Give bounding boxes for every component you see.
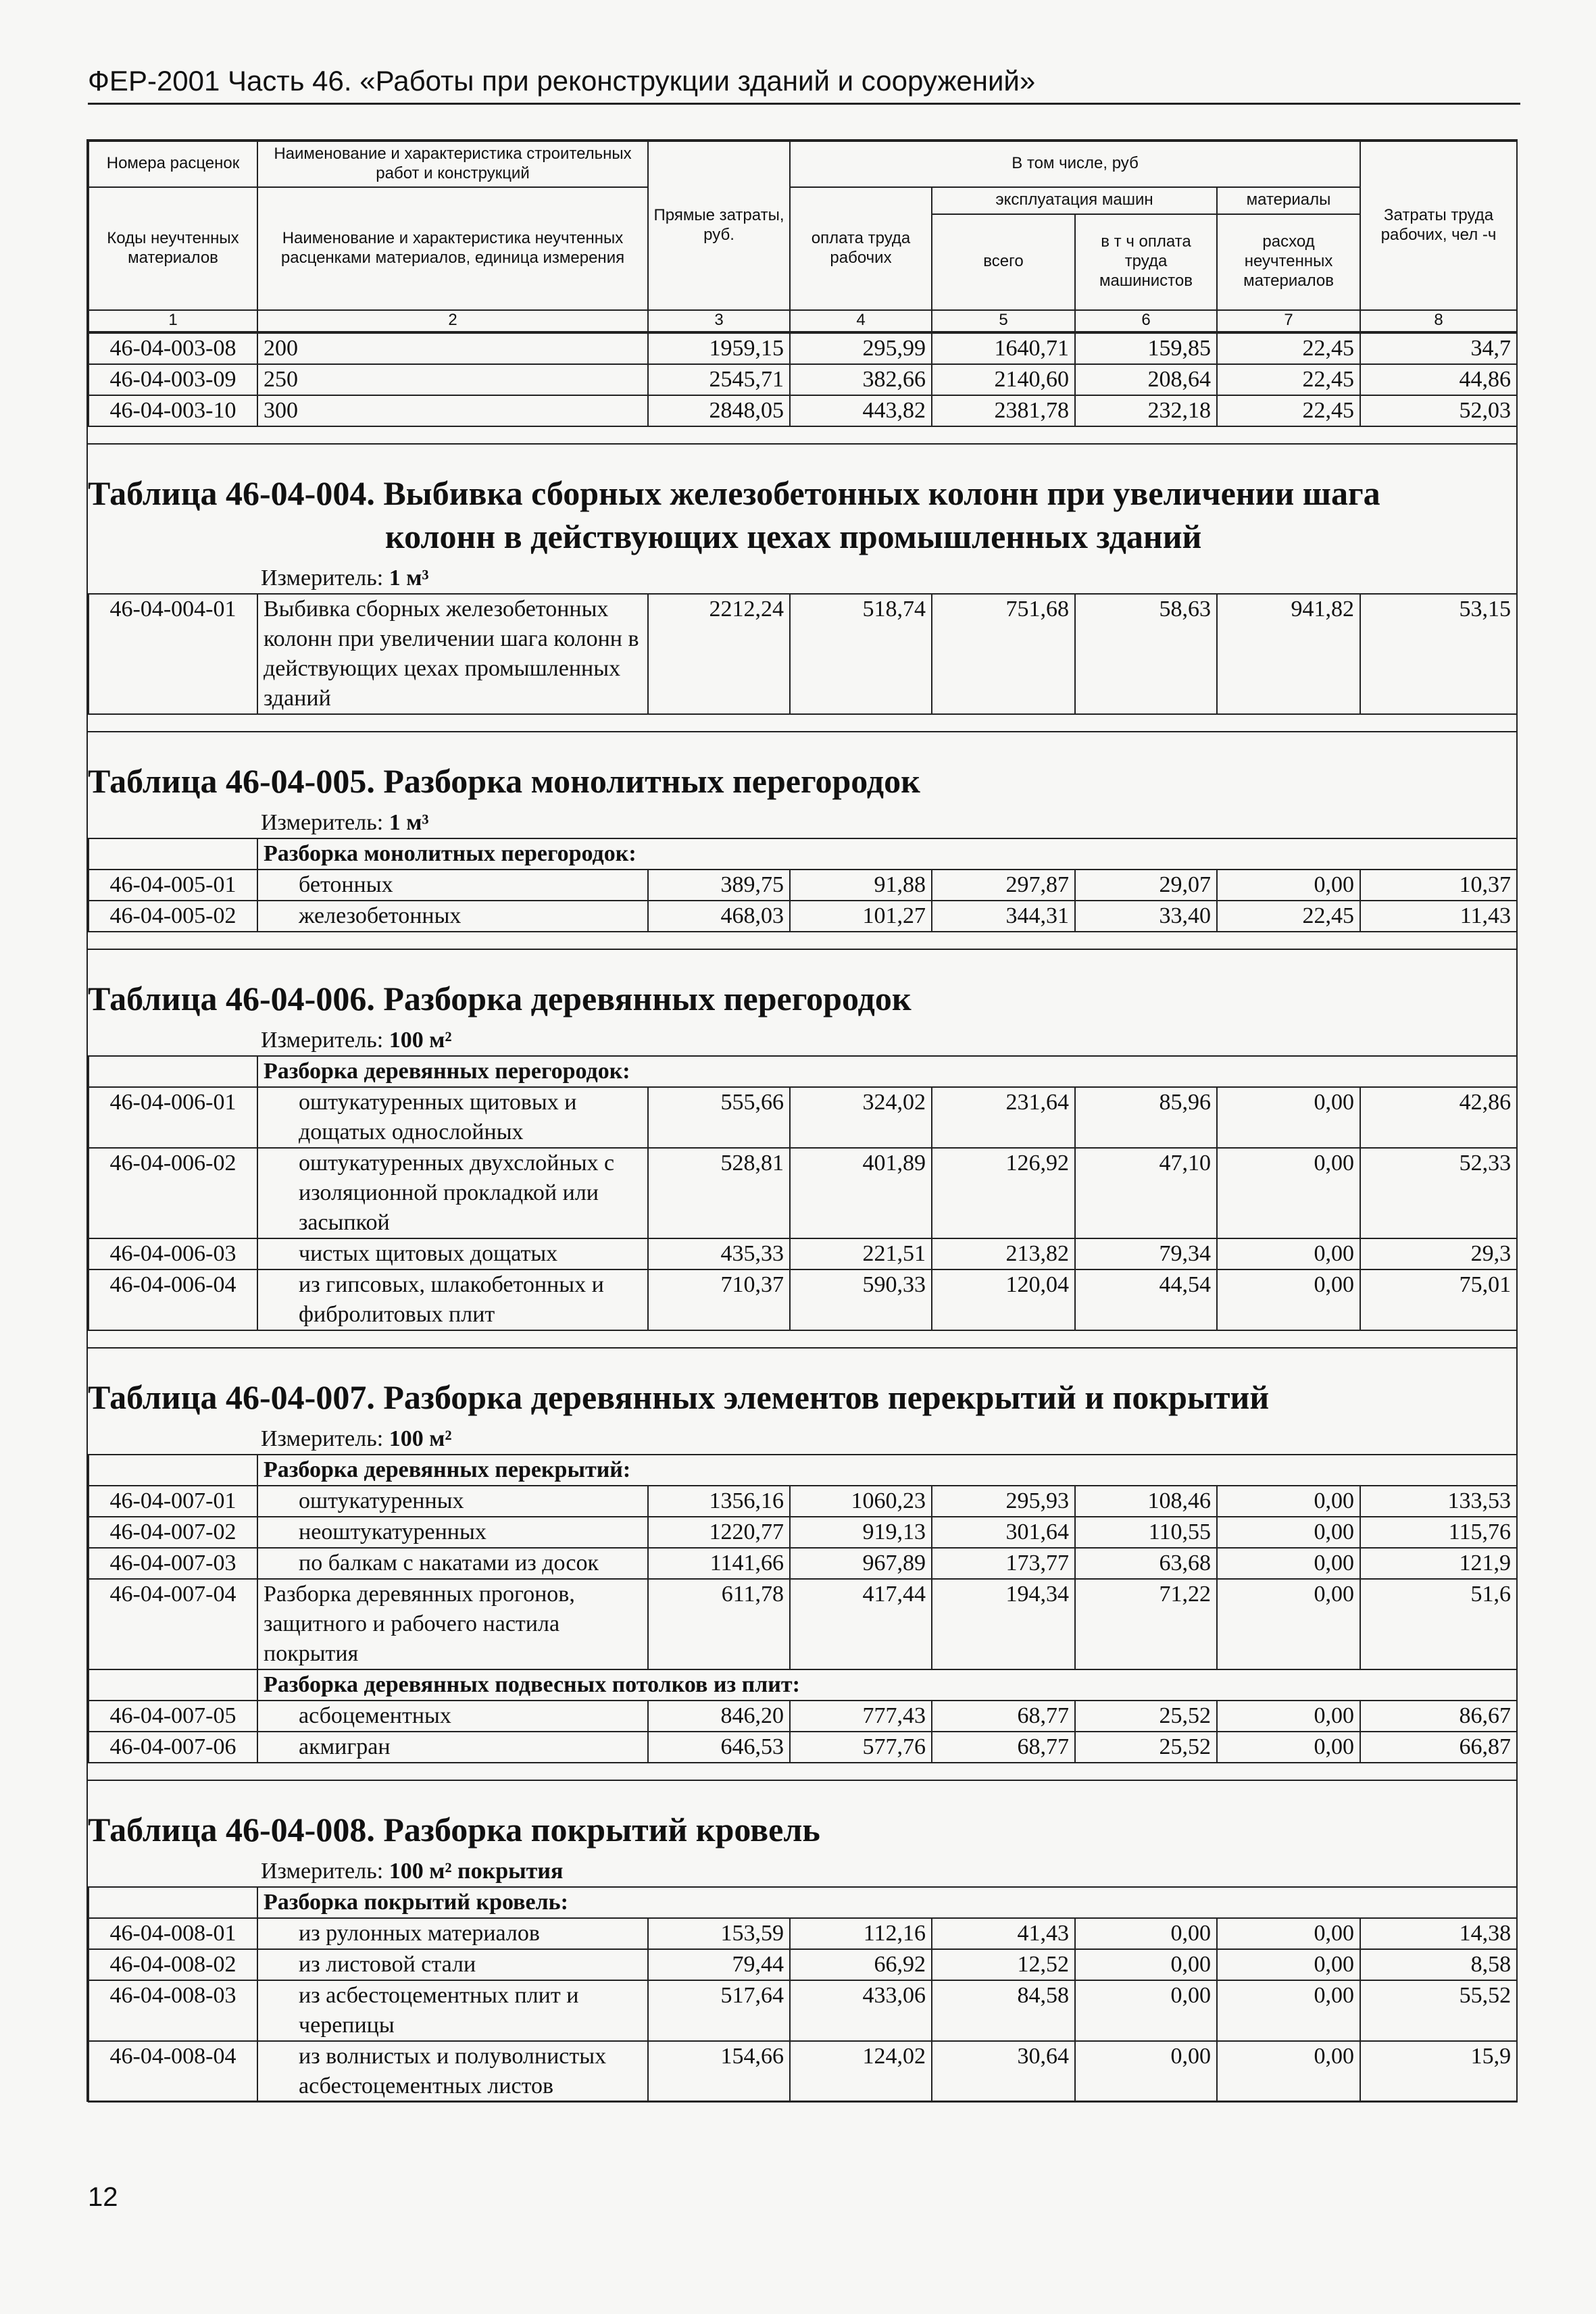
measure-label: Измеритель: (261, 1426, 384, 1451)
value-cell: 2140,60 (932, 364, 1075, 395)
col-num: 6 (1075, 310, 1217, 332)
value-cell: 1959,15 (648, 333, 790, 364)
table-title-line: колонн в действующих цехах промышленных зданий (385, 517, 1202, 555)
rate-code: 46-04-007-02 (89, 1517, 257, 1548)
table-section-t006 (88, 950, 1516, 1349)
table-section-t005 (88, 732, 1516, 950)
value-cell: 0,00 (1217, 1269, 1360, 1330)
value-cell: 919,13 (790, 1517, 932, 1548)
value-cell: 417,44 (790, 1579, 932, 1669)
value-cell: 528,81 (648, 1148, 790, 1238)
table-row (89, 395, 1517, 426)
measure-label: Измеритель: (261, 1027, 384, 1053)
measure-label: Измеритель: (261, 1858, 384, 1884)
value-cell: 86,67 (1360, 1701, 1517, 1732)
table-row (89, 1949, 1517, 1980)
value-cell: 71,22 (1075, 1579, 1217, 1669)
work-name: асбоцементных (257, 1701, 648, 1732)
rate-code: 46-04-003-10 (89, 395, 257, 426)
value-cell: 34,7 (1360, 333, 1517, 364)
table-row (89, 1148, 1517, 1238)
table-row (89, 1269, 1517, 1330)
col-header-materials: материалы (1217, 187, 1360, 214)
value-cell: 0,00 (1217, 1517, 1360, 1548)
section-gap (88, 427, 1516, 445)
col-header-material-name: Наименование и характеристика неучтенных расценками материалов, единица измерения (257, 187, 648, 310)
value-cell: 112,16 (790, 1918, 932, 1949)
value-cell: 401,89 (790, 1148, 932, 1238)
section-gap (88, 1331, 1516, 1349)
value-cell: 58,63 (1075, 594, 1217, 714)
table-row (89, 1548, 1517, 1579)
value-cell: 297,87 (932, 870, 1075, 901)
value-cell: 29,07 (1075, 870, 1217, 901)
rate-code: 46-04-006-03 (89, 1238, 257, 1269)
work-name: оштукатуренных (257, 1486, 648, 1517)
value-cell: 295,93 (932, 1486, 1075, 1517)
value-cell: 66,92 (790, 1949, 932, 1980)
value-cell: 2545,71 (648, 364, 790, 395)
table-row (89, 2041, 1517, 2102)
value-cell: 22,45 (1217, 395, 1360, 426)
value-cell: 382,66 (790, 364, 932, 395)
value-cell: 0,00 (1217, 1486, 1360, 1517)
value-cell: 433,06 (790, 1980, 932, 2041)
table-row (89, 1732, 1517, 1763)
section-gap (88, 715, 1516, 732)
value-cell: 133,53 (1360, 1486, 1517, 1517)
work-name: чистых щитовых дощатых (257, 1238, 648, 1269)
value-cell: 435,33 (648, 1238, 790, 1269)
value-cell: 52,33 (1360, 1148, 1517, 1238)
table-subheading-row (89, 1887, 1517, 1918)
value-cell: 0,00 (1075, 1918, 1217, 1949)
value-cell: 577,76 (790, 1732, 932, 1763)
value-cell: 30,64 (932, 2041, 1075, 2102)
value-cell: 208,64 (1075, 364, 1217, 395)
col-header-machines-wage: в т ч оплата труда машинистов (1075, 214, 1217, 310)
work-name: из асбестоцементных плит и черепицы (257, 1980, 648, 2041)
table-title (88, 732, 1516, 803)
price-table (88, 1454, 1518, 1763)
subheading: Разборка монолитных перегородок: (257, 838, 1517, 870)
value-cell: 0,00 (1217, 1238, 1360, 1269)
table-row (89, 1579, 1517, 1669)
price-table (88, 1055, 1518, 1331)
work-name: из листовой стали (257, 1949, 648, 1980)
value-cell: 221,51 (790, 1238, 932, 1269)
value-cell: 0,00 (1217, 1548, 1360, 1579)
table-row (89, 1980, 1517, 2041)
empty-cell (89, 838, 257, 870)
value-cell: 25,52 (1075, 1701, 1217, 1732)
value-cell: 110,55 (1075, 1517, 1217, 1548)
value-cell: 611,78 (648, 1579, 790, 1669)
subheading: Разборка деревянных перекрытий: (257, 1455, 1517, 1486)
value-cell: 0,00 (1217, 2041, 1360, 2102)
value-cell: 41,43 (932, 1918, 1075, 1949)
price-table (88, 593, 1518, 715)
price-sections (88, 332, 1516, 2103)
value-cell: 153,59 (648, 1918, 790, 1949)
rate-code: 46-04-006-02 (89, 1148, 257, 1238)
value-cell: 159,85 (1075, 333, 1217, 364)
table-section-t004 (88, 445, 1516, 732)
value-cell: 108,46 (1075, 1486, 1217, 1517)
value-cell: 22,45 (1217, 333, 1360, 364)
work-name: оштукатуренных щитовых и дощатых однослойных (257, 1087, 648, 1148)
col-header-machines-total: всего (932, 214, 1075, 310)
value-cell: 0,00 (1075, 1949, 1217, 1980)
col-header-name: Наименование и характеристика строительных работ и конструкций (257, 141, 648, 187)
empty-cell (89, 1455, 257, 1486)
col-header-labor: Затраты труда рабочих, чел -ч (1360, 141, 1517, 310)
work-name: железобетонных (257, 901, 648, 932)
value-cell: 10,37 (1360, 870, 1517, 901)
value-cell: 751,68 (932, 594, 1075, 714)
work-name: из волнистых и полуволнистых асбестоцементных листов (257, 2041, 648, 2102)
value-cell: 44,54 (1075, 1269, 1217, 1330)
work-name: Выбивка сборных железобетонных колонн при увеличении шага колонн в действующих цехах промышленных зданий (257, 594, 648, 714)
value-cell: 121,9 (1360, 1548, 1517, 1579)
value-cell: 14,38 (1360, 1918, 1517, 1949)
price-table (88, 1886, 1518, 2103)
value-cell: 389,75 (648, 870, 790, 901)
col-num: 2 (257, 310, 648, 332)
value-cell: 44,86 (1360, 364, 1517, 395)
value-cell: 301,64 (932, 1517, 1075, 1548)
measure-value: 100 м² покрытия (389, 1858, 564, 1884)
section-gap (88, 1763, 1516, 1781)
page-header: ФЕР-2001 Часть 46. «Работы при реконструкции зданий и сооружений» (88, 65, 1520, 105)
value-cell: 154,66 (648, 2041, 790, 2102)
measure-unit (88, 1419, 1516, 1454)
rate-code: 46-04-005-02 (89, 901, 257, 932)
value-cell: 846,20 (648, 1701, 790, 1732)
rate-code: 46-04-007-01 (89, 1486, 257, 1517)
value-cell: 0,00 (1075, 1980, 1217, 2041)
work-name: оштукатуренных двухслойных с изоляционной прокладкой или засыпкой (257, 1148, 648, 1238)
empty-cell (89, 1887, 257, 1918)
value-cell: 11,43 (1360, 901, 1517, 932)
value-cell: 468,03 (648, 901, 790, 932)
empty-cell (89, 1669, 257, 1701)
table-section-t007 (88, 1349, 1516, 1781)
value-cell: 25,52 (1075, 1732, 1217, 1763)
value-cell: 124,02 (790, 2041, 932, 2102)
value-cell: 91,88 (790, 870, 932, 901)
value-cell: 47,10 (1075, 1148, 1217, 1238)
work-name: по балкам с накатами из досок (257, 1548, 648, 1579)
value-cell: 63,68 (1075, 1548, 1217, 1579)
value-cell: 29,3 (1360, 1238, 1517, 1269)
value-cell: 1220,77 (648, 1517, 790, 1548)
rate-code: 46-04-008-02 (89, 1949, 257, 1980)
measure-unit (88, 1851, 1516, 1886)
rate-code: 46-04-007-03 (89, 1548, 257, 1579)
value-cell: 0,00 (1217, 870, 1360, 901)
value-cell: 115,76 (1360, 1517, 1517, 1548)
value-cell: 52,03 (1360, 395, 1517, 426)
col-header-material-use: расход неучтенных материалов (1217, 214, 1360, 310)
value-cell: 53,15 (1360, 594, 1517, 714)
value-cell: 51,6 (1360, 1579, 1517, 1669)
value-cell: 55,52 (1360, 1980, 1517, 2041)
value-cell: 941,82 (1217, 594, 1360, 714)
value-cell: 967,89 (790, 1548, 932, 1579)
value-cell: 68,77 (932, 1732, 1075, 1763)
value-cell: 0,00 (1217, 1148, 1360, 1238)
value-cell: 0,00 (1217, 1087, 1360, 1148)
value-cell: 0,00 (1217, 1732, 1360, 1763)
value-cell: 85,96 (1075, 1087, 1217, 1148)
value-cell: 1356,16 (648, 1486, 790, 1517)
measure-unit (88, 558, 1516, 593)
col-num: 1 (89, 310, 257, 332)
table-row (89, 901, 1517, 932)
table-title-line: Таблица 46-04-005. Разборка монолитных перегородок (88, 761, 920, 800)
table-subheading-row (89, 1669, 1517, 1701)
table-row (89, 1918, 1517, 1949)
table-section-t008 (88, 1781, 1516, 2103)
rate-code: 46-04-007-04 (89, 1579, 257, 1669)
value-cell: 0,00 (1075, 2041, 1217, 2102)
work-name: акмигран (257, 1732, 648, 1763)
table-title-line: Таблица 46-04-006. Разборка деревянных перегородок (88, 979, 912, 1017)
value-cell: 0,00 (1217, 1579, 1360, 1669)
table-section-top (88, 332, 1516, 445)
measure-label: Измеритель: (261, 565, 384, 590)
value-cell: 22,45 (1217, 364, 1360, 395)
subheading: Разборка деревянных перегородок: (257, 1056, 1517, 1087)
value-cell: 344,31 (932, 901, 1075, 932)
table-subheading-row (89, 1455, 1517, 1486)
rate-code: 46-04-007-06 (89, 1732, 257, 1763)
value-cell: 1640,71 (932, 333, 1075, 364)
value-cell: 232,18 (1075, 395, 1217, 426)
table-row (89, 1238, 1517, 1269)
measure-label: Измеритель: (261, 809, 384, 835)
measure-value: 100 м² (389, 1027, 452, 1053)
value-cell: 126,92 (932, 1148, 1075, 1238)
value-cell: 79,44 (648, 1949, 790, 1980)
col-num: 5 (932, 310, 1075, 332)
table-row (89, 333, 1517, 364)
value-cell: 0,00 (1217, 1980, 1360, 2041)
table-title (88, 1349, 1516, 1419)
col-num: 8 (1360, 310, 1517, 332)
table-subheading-row (89, 1056, 1517, 1087)
col-num: 4 (790, 310, 932, 332)
value-cell: 66,87 (1360, 1732, 1517, 1763)
col-header-machines: эксплуатация машин (932, 187, 1217, 214)
value-cell: 2848,05 (648, 395, 790, 426)
work-name: неоштукатуренных (257, 1517, 648, 1548)
value-cell: 646,53 (648, 1732, 790, 1763)
value-cell: 0,00 (1217, 1949, 1360, 1980)
col-header-direct: Прямые затраты, руб. (648, 141, 790, 310)
value-cell: 79,34 (1075, 1238, 1217, 1269)
price-table (88, 332, 1518, 427)
work-name: из рулонных материалов (257, 1918, 648, 1949)
rate-code: 46-04-003-08 (89, 333, 257, 364)
value-cell: 0,00 (1217, 1701, 1360, 1732)
measure-value: 100 м² (389, 1426, 452, 1451)
value-cell: 518,74 (790, 594, 932, 714)
rate-code: 46-04-004-01 (89, 594, 257, 714)
value-cell: 1060,23 (790, 1486, 932, 1517)
table-row (89, 594, 1517, 714)
section-gap (88, 932, 1516, 950)
rate-code: 46-04-008-04 (89, 2041, 257, 2102)
table-row (89, 1486, 1517, 1517)
value-cell: 231,64 (932, 1087, 1075, 1148)
table-row (89, 364, 1517, 395)
measure-unit (88, 803, 1516, 838)
price-table (88, 838, 1518, 932)
value-cell: 1141,66 (648, 1548, 790, 1579)
table-subheading-row (89, 838, 1517, 870)
value-cell: 120,04 (932, 1269, 1075, 1330)
table-title (88, 1781, 1516, 1851)
measure-unit (88, 1020, 1516, 1055)
work-name: из гипсовых, шлакобетонных и фибролитовых плит (257, 1269, 648, 1330)
value-cell: 8,58 (1360, 1949, 1517, 1980)
value-cell: 517,64 (648, 1980, 790, 2041)
work-name: 250 (257, 364, 648, 395)
value-cell: 68,77 (932, 1701, 1075, 1732)
rate-code: 46-04-007-05 (89, 1701, 257, 1732)
table-row (89, 1701, 1517, 1732)
value-cell: 0,00 (1217, 1918, 1360, 1949)
value-cell: 443,82 (790, 395, 932, 426)
rate-code: 46-04-003-09 (89, 364, 257, 395)
col-num: 3 (648, 310, 790, 332)
value-cell: 173,77 (932, 1548, 1075, 1579)
work-name: бетонных (257, 870, 648, 901)
table-title (88, 950, 1516, 1020)
table-row (89, 1087, 1517, 1148)
value-cell: 555,66 (648, 1087, 790, 1148)
value-cell: 194,34 (932, 1579, 1075, 1669)
value-cell: 2381,78 (932, 395, 1075, 426)
rate-code: 46-04-006-04 (89, 1269, 257, 1330)
col-header-incl: В том числе, руб (790, 141, 1360, 187)
table-title-line: Таблица 46-04-004. Выбивка сборных железобетонных колонн при увеличении шага (88, 474, 1380, 512)
measure-value: 1 м³ (389, 809, 429, 835)
value-cell: 2212,24 (648, 594, 790, 714)
column-header-table (88, 141, 1518, 332)
value-cell: 295,99 (790, 333, 932, 364)
table-title-line: Таблица 46-04-007. Разборка деревянных элементов перекрытий и покрытий (88, 1378, 1270, 1416)
value-cell: 710,37 (648, 1269, 790, 1330)
value-cell: 101,27 (790, 901, 932, 932)
value-cell: 42,86 (1360, 1087, 1517, 1148)
value-cell: 33,40 (1075, 901, 1217, 932)
value-cell: 12,52 (932, 1949, 1075, 1980)
subheading: Разборка покрытий кровель: (257, 1887, 1517, 1918)
value-cell: 213,82 (932, 1238, 1075, 1269)
col-num: 7 (1217, 310, 1360, 332)
measure-value: 1 м³ (389, 565, 429, 590)
value-cell: 75,01 (1360, 1269, 1517, 1330)
rate-code: 46-04-008-03 (89, 1980, 257, 2041)
rate-code: 46-04-006-01 (89, 1087, 257, 1148)
page-number: 12 (88, 2182, 118, 2212)
col-header-wage: оплата труда рабочих (790, 187, 932, 310)
rate-code: 46-04-008-01 (89, 1918, 257, 1949)
empty-cell (89, 1056, 257, 1087)
value-cell: 590,33 (790, 1269, 932, 1330)
col-header-material-codes: Коды неучтенных материалов (89, 187, 257, 310)
rate-code: 46-04-005-01 (89, 870, 257, 901)
table-row (89, 870, 1517, 901)
value-cell: 22,45 (1217, 901, 1360, 932)
price-table-frame (86, 139, 1518, 2102)
col-header-codes: Номера расценок (89, 141, 257, 187)
value-cell: 15,9 (1360, 2041, 1517, 2102)
table-row (89, 1517, 1517, 1548)
table-title (88, 445, 1516, 558)
work-name: 300 (257, 395, 648, 426)
work-name: 200 (257, 333, 648, 364)
value-cell: 324,02 (790, 1087, 932, 1148)
work-name: Разборка деревянных прогонов, защитного и рабочего настила покрытия (257, 1579, 648, 1669)
value-cell: 777,43 (790, 1701, 932, 1732)
table-title-line: Таблица 46-04-008. Разборка покрытий кровель (88, 1810, 820, 1848)
value-cell: 84,58 (932, 1980, 1075, 2041)
subheading: Разборка деревянных подвесных потолков из плит: (257, 1669, 1517, 1701)
